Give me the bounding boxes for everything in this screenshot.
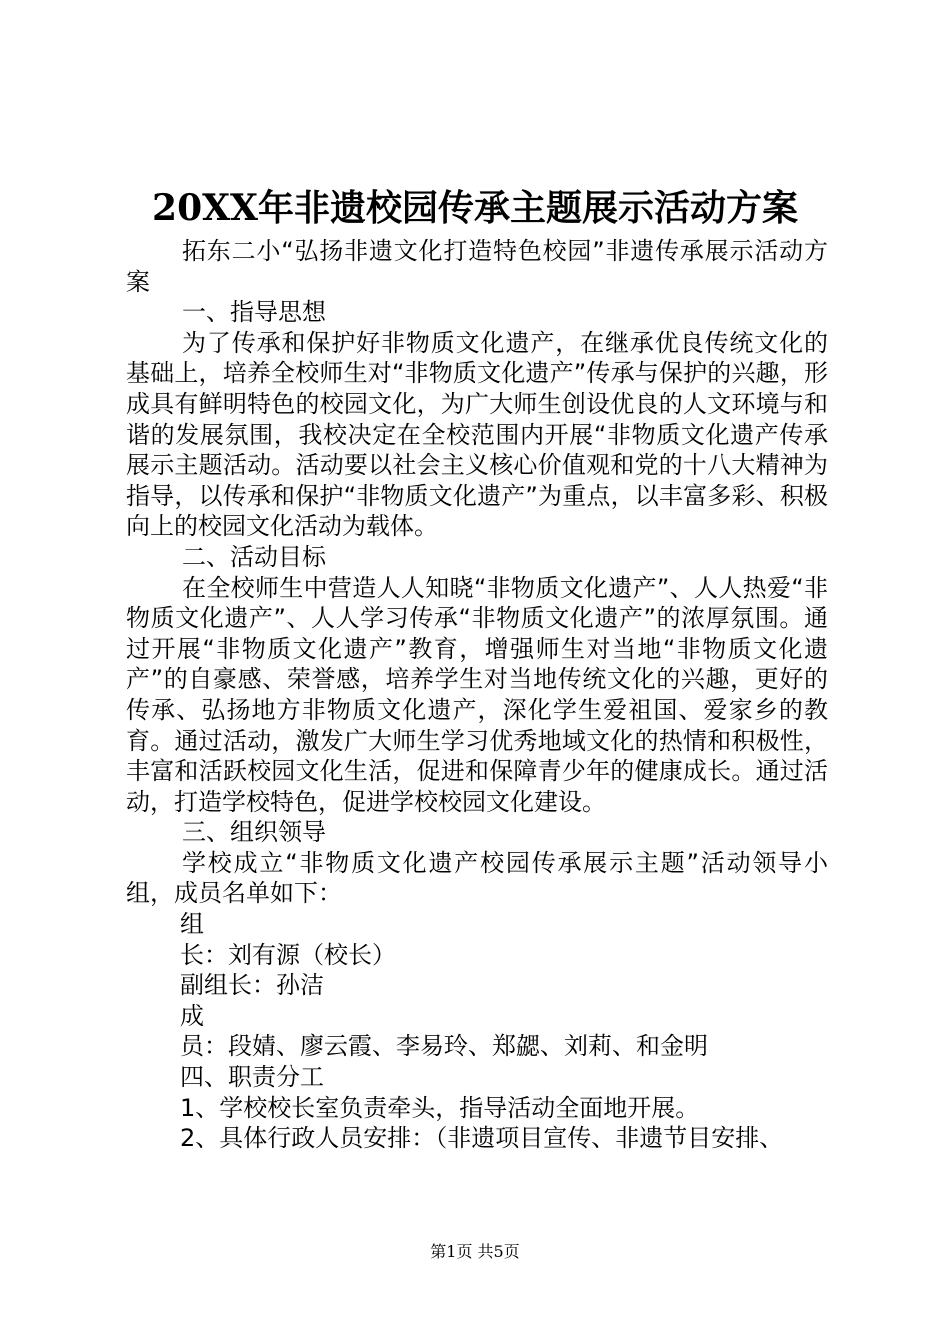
section-heading-activity-goals: 二、活动目标 (182, 542, 326, 571)
guiding-thought-paragraph: 为了传承和保护好非物质文化遗产，在继承优良传统文化的基础上，培养全校师生对“非物质文化遗产”传承与保护的兴趣，形成具有鲜明特色的校园文化，为广大师生创设优良的人文环境与和谐的发展氛围，我校决定在全校范围内开展“非物质文化遗产传承展示主题活动。活动要以社会主义核心价值观和党的十八大精神为指导，以传承和保护“非物质文化遗产”为重点，以丰富多彩、积极向上的校园文化活动为载体。 (126, 328, 828, 541)
document-title: 20XX年非遗校园传承主题展示活动方案 (152, 187, 798, 229)
leader-label-part1: 组 (180, 910, 204, 939)
deputy-leader-line: 副组长：孙洁 (180, 971, 324, 1000)
intro-paragraph: 拓东二小“弘扬非遗文化打造特色校园”非遗传承展示活动方案 (126, 237, 828, 296)
members-line: 员：段婧、廖云霞、李易玲、郑勰、刘莉、和金明 (180, 1032, 708, 1061)
section-heading-organization: 三、组织领导 (182, 818, 326, 847)
document-body (126, 236, 828, 1154)
page-number-footer: 第1页 共5页 (430, 1242, 520, 1261)
leader-line: 长：刘有源（校长） (180, 940, 396, 969)
responsibility-item-2: 2、具体行政人员安排：（非遗项目宣传、非遗节目安排、 (180, 1124, 784, 1153)
organization-paragraph: 学校成立“非物质文化遗产校园传承展示主题”活动领导小组，成员名单如下： (126, 848, 828, 908)
activity-goals-paragraph: 在全校师生中营造人人知晓“非物质文化遗产”、人人热爱“非物质文化遗产”、人人学习传承“非物质文化遗产”的浓厚氛围。通过开展“非物质文化遗产”教育，增强师生对当地“非物质文化遗产”的自豪感、荣誉感，培养学生对当地传统文化的兴趣，更好的传承、弘扬地方非物质文化遗产，深化学生爱祖国、爱家乡的教育。通过活动，激发广大师生学习优秀地域文化的热情和积极性，丰富和活跃校园文化生活，促进和保障青少年的健康成长。通过活动，打造学校特色，促进学校校园文化建设。 (126, 573, 828, 816)
members-label-part1: 成 (180, 1001, 204, 1030)
responsibility-item-1: 1、学校校长室负责牵头，指导活动全面地开展。 (180, 1093, 700, 1122)
section-heading-responsibilities: 四、职责分工 (180, 1063, 324, 1092)
section-heading-guiding-thought: 一、指导思想 (182, 298, 326, 327)
